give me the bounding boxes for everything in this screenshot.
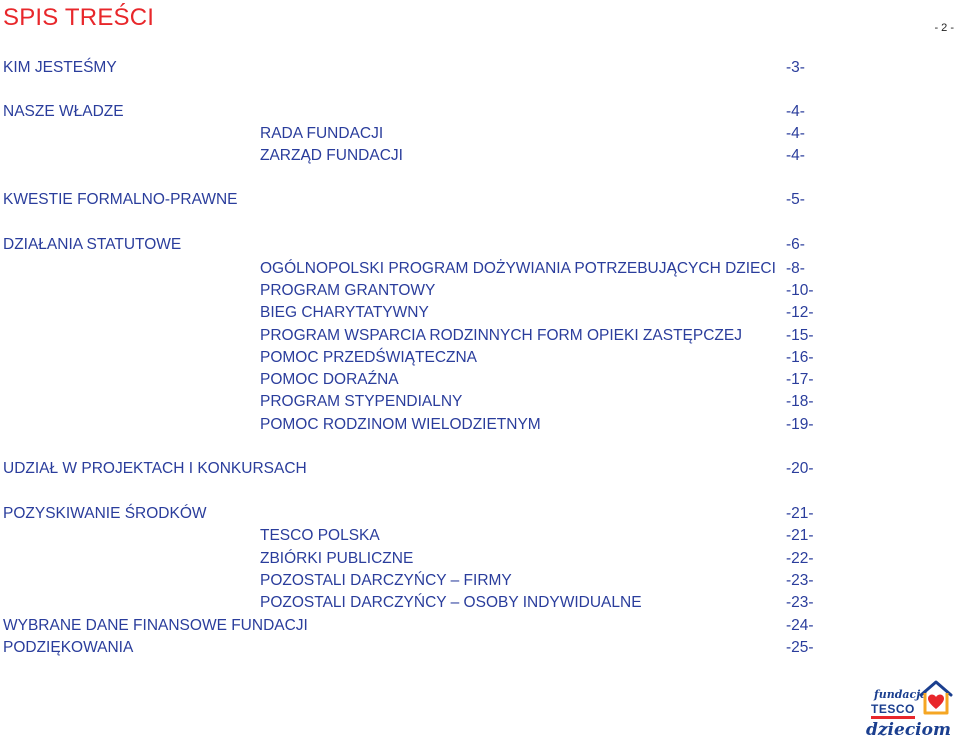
toc-entry[interactable] [0, 145, 830, 167]
toc-entry[interactable] [0, 414, 830, 436]
toc-entry[interactable] [0, 503, 830, 525]
toc-entry[interactable] [0, 615, 830, 637]
toc-entry-label: POZOSTALI DARCZYŃCY – OSOBY INDYWIDUALNE [260, 594, 642, 611]
logo-underline [871, 716, 915, 719]
toc-entry-label: POMOC DORAŹNA [260, 371, 399, 388]
toc-entry-label: ZARZĄD FUNDACJI [260, 147, 403, 164]
toc-entry[interactable] [0, 637, 830, 659]
toc-entry-label: OGÓLNOPOLSKI PROGRAM DOŻYWIANIA POTRZEBUJĄCYCH DZIECI [260, 260, 776, 277]
toc-entry-page: -15- [786, 327, 814, 344]
toc-entry-page: -4- [786, 125, 805, 142]
toc-entry[interactable] [0, 101, 830, 123]
toc-entry-page: -4- [786, 147, 805, 164]
toc-entry[interactable] [0, 189, 830, 211]
toc-entry[interactable] [0, 458, 830, 480]
toc-entry[interactable] [0, 391, 830, 413]
toc-entry-label: PROGRAM GRANTOWY [260, 282, 436, 299]
toc-entry-page: -19- [786, 416, 814, 433]
toc-entry-page: -16- [786, 349, 814, 366]
toc-entry[interactable] [0, 548, 830, 570]
toc-entry-label: PROGRAM WSPARCIA RODZINNYCH FORM OPIEKI ZASTĘPCZEJ [260, 327, 742, 344]
toc-entry-page: -20- [786, 460, 814, 477]
toc-entry[interactable] [0, 525, 830, 547]
toc-entry[interactable] [0, 347, 830, 369]
toc-entry-label: BIEG CHARYTATYWNY [260, 304, 429, 321]
toc-entry[interactable] [0, 369, 830, 391]
toc-entry-label: PODZIĘKOWANIA [3, 639, 134, 656]
toc-entry-page: -4- [786, 103, 805, 120]
toc-entry[interactable] [0, 302, 830, 324]
page-number: - 2 - [934, 22, 954, 34]
toc-entry-label: TESCO POLSKA [260, 527, 380, 544]
toc-entry[interactable] [0, 234, 830, 256]
toc-entry-label: NASZE WŁADZE [3, 103, 124, 120]
fundacja-tesco-dzieciom-logo [864, 676, 956, 742]
page-title: SPIS TREŚCI [3, 4, 155, 31]
toc-entry[interactable] [0, 280, 830, 302]
toc-entry-page: -6- [786, 236, 805, 253]
toc-entry-page: -25- [786, 639, 814, 656]
logo-line-2: TESCO [871, 702, 915, 716]
toc-entry-page: -21- [786, 505, 814, 522]
toc-entry-page: -17- [786, 371, 814, 388]
toc-entry-page: -24- [786, 617, 814, 634]
toc-entry[interactable] [0, 258, 830, 280]
toc-entry[interactable] [0, 592, 830, 614]
toc-entry-label: ZBIÓRKI PUBLICZNE [260, 550, 414, 567]
toc-entry-page: -5- [786, 191, 805, 208]
toc-entry-label: WYBRANE DANE FINANSOWE FUNDACJI [3, 617, 308, 634]
toc-entry[interactable] [0, 325, 830, 347]
toc-entry-label: DZIAŁANIA STATUTOWE [3, 236, 182, 253]
toc-entry[interactable] [0, 57, 830, 79]
toc-entry-page: -10- [786, 282, 814, 299]
toc-entry-label: POZOSTALI DARCZYŃCY – FIRMY [260, 572, 512, 589]
toc-entry[interactable] [0, 570, 830, 592]
house-heart-icon [918, 678, 954, 718]
logo-line-3: dzieciom [866, 720, 951, 740]
toc-entry-label: PROGRAM STYPENDIALNY [260, 393, 463, 410]
logo-line-1: fundacja [874, 688, 928, 701]
toc-entry-label: UDZIAŁ W PROJEKTACH I KONKURSACH [3, 460, 307, 477]
toc-entry-label: POMOC PRZEDŚWIĄTECZNA [260, 349, 478, 366]
toc-entry-page: -12- [786, 304, 814, 321]
toc-entry-page: -21- [786, 527, 814, 544]
toc-entry[interactable] [0, 123, 830, 145]
toc-entry-label: POZYSKIWANIE ŚRODKÓW [3, 505, 207, 522]
toc-entry-page: -18- [786, 393, 814, 410]
toc-entry-label: POMOC RODZINOM WIELODZIETNYM [260, 416, 541, 433]
toc-entry-label: RADA FUNDACJI [260, 125, 384, 142]
toc-entry-label: KIM JESTEŚMY [3, 59, 117, 76]
toc-entry-page: -3- [786, 59, 805, 76]
toc-entry-label: KWESTIE FORMALNO-PRAWNE [3, 191, 238, 208]
toc-entry-page: -8- [786, 260, 805, 277]
toc-entry-page: -23- [786, 594, 814, 611]
toc-entry-page: -23- [786, 572, 814, 589]
toc-entry-page: -22- [786, 550, 814, 567]
